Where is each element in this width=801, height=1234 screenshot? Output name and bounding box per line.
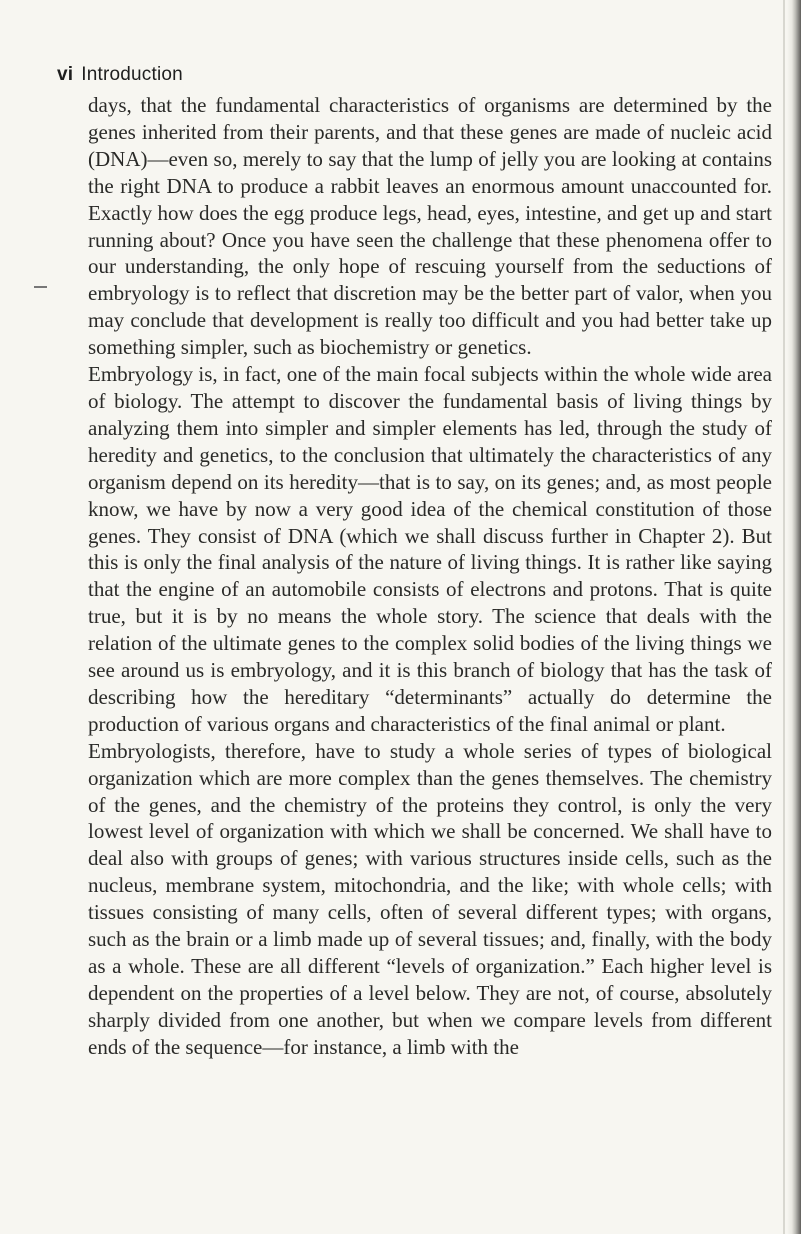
paragraph-1: days, that the fundamental characteristics of organisms are determined by the genes inherited from their parents, and that these genes are made of nucleic acid (DNA)—even so, merely to say that the lump of jelly you are looking at contains the right DNA to produce a rabbit leaves an enormous amount unaccounted for. Exactly how does the egg produce legs, head, eyes, intestine, and get up and start running about? Once you have seen the challenge that these phenomena offer to our understanding, the only hope of rescuing yourself from the seductions of embryology is to reflect that discretion may be the better part of valor, when you may conclude that development is really too difficult and you had better take up something simpler, such as biochemistry or genetics. xyxy=(88,93,772,360)
page-edge xyxy=(783,0,785,1234)
paragraph-3: Embryologists, therefore, have to study a whole series of types of biological organization which are more complex than the genes themselves. The chemistry of the genes, and the chemistry of the proteins they control, is only the very lowest level of organization with which we shall be concerned. We shall have to deal also with groups of genes; with various structures inside cells, such as the nucleus, membrane system, mitochondria, and the like; with whole cells; with tissues consisting of many cells, often of several different types; with organs, such as the brain or a limb made up of several tissues; and, finally, with the body as a whole. These are all different “levels of organization.” Each higher level is dependent on the properties of a level below. They are not, of course, absolutely sharply divided from one another, but when we compare levels from different ends of the sequence—for instance, a limb with the xyxy=(88,738,772,1059)
margin-mark xyxy=(34,286,47,288)
running-title: Introduction xyxy=(81,64,183,85)
running-header xyxy=(57,64,183,86)
page-number: vi xyxy=(57,64,74,85)
paragraph-2: Embryology is, in fact, one of the main focal subjects within the whole wide area of biology. The attempt to discover the fundamental basis of living things by analyzing them into simpler and simpler elements has led, through the study of heredity and genetics, to the conclusion that ultimately the characteristics of any organism depend on its heredity—that is to say, on its genes; and, as most people know, we have by now a very good idea of the chemical constitution of those genes. They consist of DNA (which we shall discuss further in Chapter 2). But this is only the final analysis of the nature of living things. It is rather like saying that the engine of an automobile consists of electrons and protons. That is quite true, but it is by no means the whole story. The science that deals with the relation of the ultimate genes to the complex solid bodies of the living things we see around us is embryology, and it is this branch of biology that has the task of describing how the hereditary “determinants” actually do determine the production of various organs and characteristics of the final animal or plant. xyxy=(88,362,772,736)
body-text xyxy=(88,92,772,1061)
binding-shadow xyxy=(787,0,801,1234)
